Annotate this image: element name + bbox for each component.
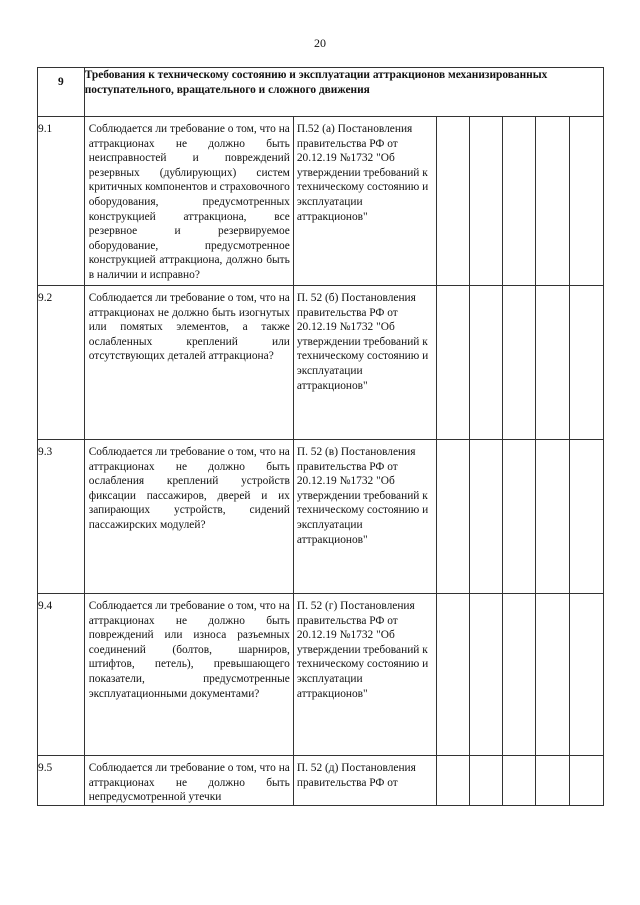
table-row (38, 440, 604, 594)
table-row (38, 756, 604, 806)
checklist-table (37, 67, 604, 806)
requirement-text: Соблюдается ли требование о том, что на аттракционах не должно быть повреждений или износа разъемных соединений (болтов, шарниров, штифтов, петель), превышающего показатели, предусмотренные эксплуатационными документами? (88, 600, 290, 700)
blank-cell (535, 756, 569, 806)
row-number: 9.1 (38, 123, 53, 135)
requirement-text: Соблюдается ли требование о том, что на аттракционах не должно быть изогнутых или помятых элементов, а также ослабленных креплений или отсутствующих деталей аттракциона? (88, 292, 290, 363)
blank-cell (437, 594, 470, 756)
blank-cell (470, 117, 503, 286)
blank-cell (535, 594, 569, 756)
blank-cell (470, 286, 503, 440)
row-number: 9.2 (38, 292, 53, 304)
blank-cell (437, 756, 470, 806)
row-number: 9.3 (38, 446, 53, 458)
blank-cell (470, 594, 503, 756)
blank-cell (470, 440, 503, 594)
reference-text: П. 52 (б) Постановления правительства РФ от 20.12.19 №1732 "Об утверждении требований к техническому состоянию и эксплуатации аттракционов" (296, 292, 429, 392)
blank-cell (437, 440, 470, 594)
blank-cell (569, 286, 603, 440)
blank-cell (470, 756, 503, 806)
section-title: Требования к техническому состоянию и эксплуатации аттракционов механизированных поступательного, вращательного и сложного движения (84, 68, 603, 117)
table-row (38, 117, 604, 286)
table-row (38, 286, 604, 440)
requirement-text: Соблюдается ли требование о том, что на аттракционах не должно быть неисправностей и повреждений резервных (дублирующих) систем критичных компонентов и страховочного оборудования, предусмотренных конструкцией аттракциона, все резервное и резервируемое оборудование, предусмотренное конструкцией аттракциона, должно быть в наличии и исправно? (88, 123, 290, 281)
row-number: 9.4 (38, 600, 53, 612)
blank-cell (503, 117, 536, 286)
blank-cell (503, 594, 536, 756)
blank-cell (535, 440, 569, 594)
blank-cell (535, 286, 569, 440)
requirement-text: Соблюдается ли требование о том, что на аттракционах не должно быть непредусмотренной утечки (88, 762, 290, 804)
blank-cell (569, 117, 603, 286)
blank-cell (535, 117, 569, 286)
blank-cell (503, 756, 536, 806)
reference-text: П. 52 (в) Постановления правительства РФ от 20.12.19 №1732 "Об утверждении требований к техническому состоянию и эксплуатации аттракционов" (296, 446, 429, 546)
section-header-row (38, 68, 604, 117)
blank-cell (437, 117, 470, 286)
blank-cell (569, 440, 603, 594)
section-number: 9 (38, 68, 85, 117)
reference-text: П. 52 (д) Постановления правительства РФ от (296, 762, 416, 789)
reference-text: П. 52 (г) Постановления правительства РФ от 20.12.19 №1732 "Об утверждении требований к техническому состоянию и эксплуатации аттракционов" (296, 600, 429, 700)
page-number: 20 (314, 36, 326, 50)
row-number: 9.5 (38, 762, 53, 774)
blank-cell (437, 286, 470, 440)
reference-text: П.52 (а) Постановления правительства РФ от 20.12.19 №1732 "Об утверждении требований к техническому состоянию и эксплуатации аттракционов" (296, 123, 429, 223)
blank-cell (569, 594, 603, 756)
blank-cell (503, 440, 536, 594)
blank-cell (569, 756, 603, 806)
table-row (38, 594, 604, 756)
requirement-text: Соблюдается ли требование о том, что на аттракционах не должно быть ослабления креплений устройств фиксации пассажиров, дверей и их запирающих устройств, сидений пассажирских модулей? (88, 446, 290, 531)
blank-cell (503, 286, 536, 440)
